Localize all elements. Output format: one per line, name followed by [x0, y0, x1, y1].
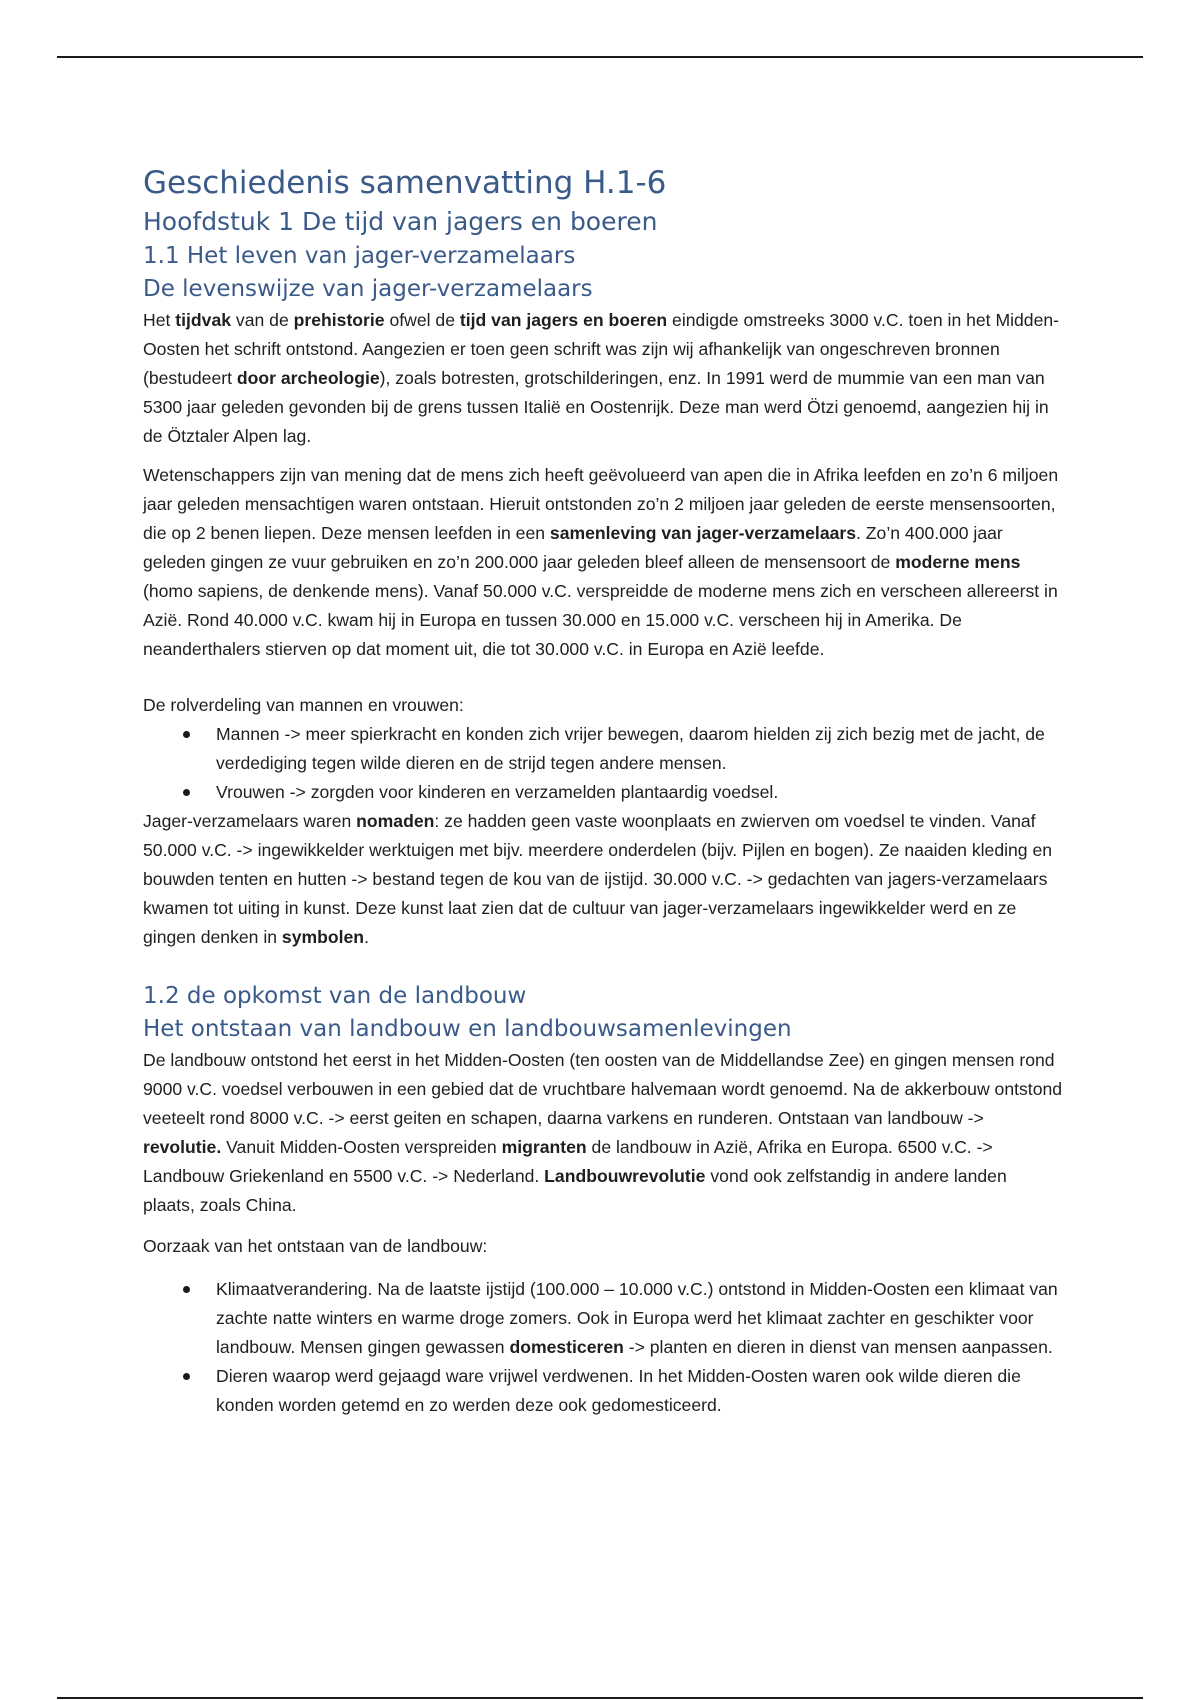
subsection-heading-landbouw: Het ontstaan van landbouw en landbouwsamenlevingen [143, 1016, 792, 1042]
section-heading-1-1: 1.1 Het leven van jager-verzamelaars [143, 243, 576, 269]
document-title: Geschiedenis samenvatting H.1-6 [143, 165, 667, 201]
list-item-mannen: Mannen -> meer spierkracht en konden zich vrijer bewegen, daarom hielden zij zich bezig met de jacht, de verdediging tegen wilde dieren en de strijd tegen andere mensen. [216, 720, 1063, 778]
chapter-heading: Hoofdstuk 1 De tijd van jagers en boeren [143, 207, 658, 236]
list-item-vrouwen: Vrouwen -> zorgden voor kinderen en verzamelden plantaardig voedsel. [216, 778, 1063, 807]
paragraph-rolverdeling-intro: De rolverdeling van mannen en vrouwen: [143, 695, 464, 715]
subsection-heading-levenswijze: De levenswijze van jager-verzamelaars [143, 276, 593, 302]
list-item-dieren: Dieren waarop werd gejaagd ware vrijwel verdwenen. In het Midden-Oosten waren ook wilde dieren die konden worden getemd en zo werden deze ook gedomesticeerd. [216, 1362, 1063, 1420]
bold-term: samenleving van jager-verzamelaars [549, 523, 857, 543]
paragraph-evolutie: Wetenschappers zijn van mening dat de mens zich heeft geëvolueerd van apen die in Afrika leefden en zo’n 6 miljoen jaar geleden mensachtigen waren ontstaan. Hieruit ontstonden zo’n 2 miljoen jaar geleden de eerste mensensoorten, die op 2 benen liepen. Deze mensen leefden in een samenleving van jager-verzamelaars. Zo’n 400.000 jaar geleden gingen ze vuur gebruiken en zo’n 200.000 jaar geleden bleef alleen de mensensoort de moderne mens (homo sapiens, de denkende mens). Vanaf 50.000 v.C. verspreidde de moderne mens zich en verscheen allereerst in Azië. Rond 40.000 v.C. kwam hij in Europa en tussen 30.000 en 15.000 v.C. verscheen hij in Amerika. De neanderthalers stierven op dat moment uit, die tot 30.000 v.C. in Europa en Azië leefde. [143, 465, 1059, 659]
bold-term: symbolen [281, 927, 365, 947]
bold-term: tijdvak [175, 310, 232, 330]
list-item-klimaatverandering: Klimaatverandering. Na de laatste ijstijd (100.000 – 10.000 v.C.) ontstond in Midden-Oosten een klimaat van zachte natte winters en warme droge zomers. Ook in Europa werd het klimaat zachter en geschikter voor landbouw. Mensen gingen gewassen domesticeren -> planten en dieren in dienst van mensen aanpassen. [216, 1275, 1063, 1362]
bold-term: moderne mens [895, 552, 1021, 572]
list-oorzaken [143, 1275, 1063, 1420]
top-rule [57, 56, 1143, 58]
bold-term: domesticeren [509, 1337, 624, 1357]
bold-term: door archeologie [236, 368, 380, 388]
paragraph-nomaden: Jager-verzamelaars waren nomaden: ze hadden geen vaste woonplaats en zwierven om voedsel te vinden. Vanaf 50.000 v.C. -> ingewikkelder werktuigen met bijv. meerdere onderdelen (bijv. Pijlen en bogen). Ze naaiden kleding en bouwden tenten en hutten -> bestand tegen de kou van de ijstijd. 30.000 v.C. -> gedachten van jagers-verzamelaars kwamen tot uiting in kunst. Deze kunst laat zien dat de cultuur van jager-verzamelaars ingewikkelder werd en ze gingen denken in symbolen. [143, 811, 1053, 947]
paragraph-landbouw: De landbouw ontstond het eerst in het Midden-Oosten (ten oosten van de Middellandse Zee) en gingen mensen rond 9000 v.C. voedsel verbouwen in een gebied dat de vruchtbare halvemaan wordt genoemd. Na de akkerbouw ontstond veeteelt rond 8000 v.C. -> eerst geiten en schapen, daarna varkens en runderen. Ontstaan van landbouw -> revolutie. Vanuit Midden-Oosten verspreiden migranten de landbouw in Azië, Afrika en Europa. 6500 v.C. -> Landbouw Griekenland en 5500 v.C. -> Nederland. Landbouwrevolutie vond ook zelfstandig in andere landen plaats, zoals China. [143, 1050, 1063, 1215]
bold-term: prehistorie [293, 310, 385, 330]
paragraph-tijdvak: Het tijdvak van de prehistorie ofwel de tijd van jagers en boeren eindigde omstreeks 3000 v.C. toen in het Midden-Oosten het schrift ontstond. Aangezien er toen geen schrift was zijn wij afhankelijk van ongeschreven bronnen (bestudeert door archeologie), zoals botresten, grotschilderingen, enz. In 1991 werd de mummie van een man van 5300 jaar geleden gevonden bij de grens tussen Italië en Oostenrijk. Deze man werd Ötzi genoemd, aangezien hij in de Ötztaler Alpen lag. [143, 310, 1060, 446]
bold-term: tijd van jagers en boeren [459, 310, 668, 330]
page-content [143, 160, 1063, 1420]
bold-term: revolutie. [143, 1137, 222, 1157]
bottom-rule [57, 1697, 1143, 1699]
section-heading-1-2: 1.2 de opkomst van de landbouw [143, 983, 527, 1009]
bold-term: Landbouwrevolutie [544, 1166, 706, 1186]
paragraph-oorzaak-intro: Oorzaak van het ontstaan van de landbouw: [143, 1236, 488, 1256]
bold-term: migranten [501, 1137, 587, 1157]
bold-term: nomaden [356, 811, 435, 831]
list-rolverdeling [143, 720, 1063, 807]
